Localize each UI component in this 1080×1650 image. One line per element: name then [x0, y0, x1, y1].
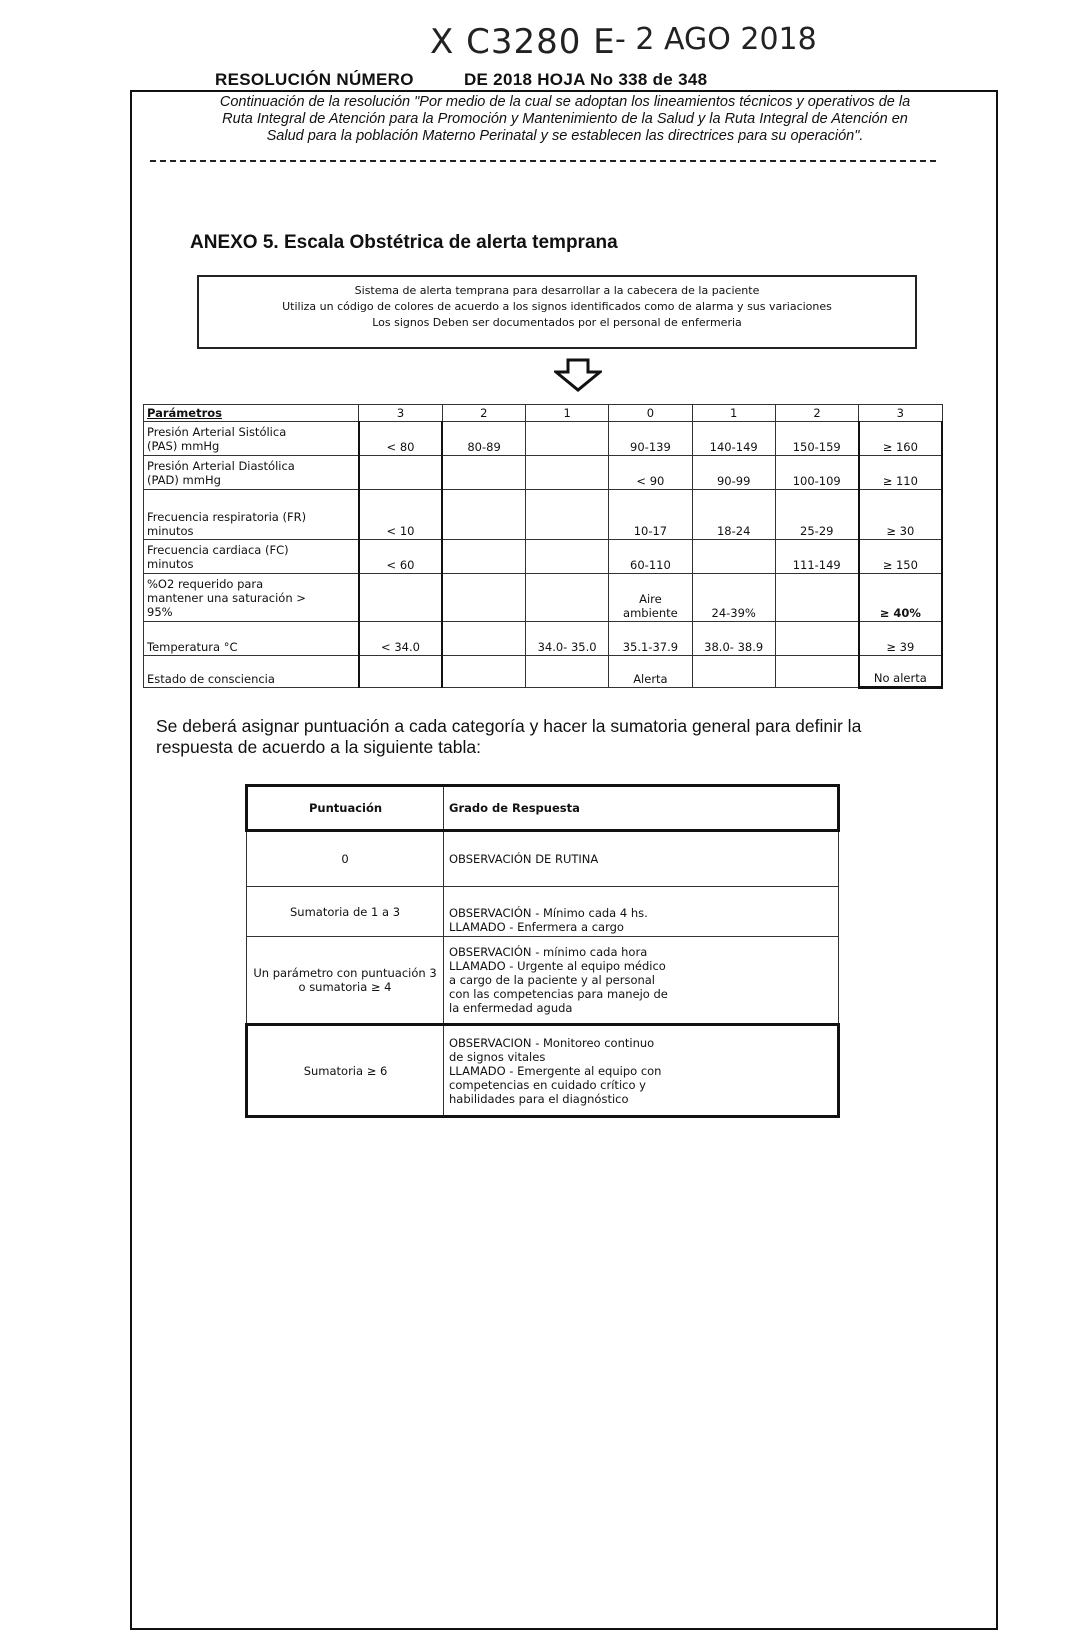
cell-score-1 — [525, 574, 608, 622]
table-row — [144, 456, 943, 490]
cell-score-3: ≥ 30 — [859, 490, 942, 540]
parameter-name: Temperatura °C — [144, 622, 359, 656]
table-row — [247, 831, 839, 887]
continuation-line: Salud para la población Materno Perinatal y se establecen las directrices para su operación". — [266, 128, 864, 144]
cell-score-2: 25-29 — [775, 490, 858, 540]
header-score: 2 — [442, 405, 525, 422]
cell-score-1 — [525, 456, 608, 490]
cell-score-2 — [775, 656, 858, 688]
cell-score-2 — [442, 490, 525, 540]
header-score: 1 — [525, 405, 608, 422]
alert-box-line: Utiliza un código de colores de acuerdo a los signos identificados como de alarma y sus variaciones — [282, 300, 832, 313]
score-cell: Sumatoria de 1 a 3 — [247, 887, 444, 937]
cell-score-0: 90-139 — [609, 422, 692, 456]
parameter-name: Presión Arterial Diastólica (PAD) mmHg — [144, 456, 359, 490]
parameters-table — [143, 404, 943, 689]
cell-score-3: < 34.0 — [359, 622, 442, 656]
parameters-header-row — [144, 405, 943, 422]
alert-box-line: Sistema de alerta temprana para desarrollar a la cabecera de la paciente — [354, 284, 760, 297]
parameter-name: Estado de consciencia — [144, 656, 359, 688]
cell-score-2 — [442, 456, 525, 490]
cell-score-3 — [359, 456, 442, 490]
cell-score-2 — [775, 574, 858, 622]
score-cell: 0 — [247, 831, 444, 887]
continuation-line: Ruta Integral de Atención para la Promoción y Mantenimiento de la Salud y la Ruta Integral de Atención en — [222, 111, 908, 127]
page-header: RESOLUCIÓN NÚMERO DE 2018 HOJA No 338 de 348 — [215, 70, 708, 89]
cell-score-1: 38.0- 38.9 — [692, 622, 775, 656]
cell-score-2: 80-89 — [442, 422, 525, 456]
cell-score-3 — [359, 574, 442, 622]
cell-score-3 — [359, 656, 442, 688]
down-arrow-icon — [554, 358, 602, 392]
table-row — [144, 490, 943, 540]
cell-score-2: 150-159 — [775, 422, 858, 456]
cell-score-1 — [525, 490, 608, 540]
cell-score-1 — [692, 540, 775, 574]
header-response: Grado de Respuesta — [444, 786, 839, 831]
divider — [150, 160, 936, 162]
alert-box-line: Los signos Deben ser documentados por el personal de enfermeria — [372, 316, 742, 329]
table-row — [144, 540, 943, 574]
cell-score-1: 90-99 — [692, 456, 775, 490]
cell-score-2: 100-109 — [775, 456, 858, 490]
header-score: 1 — [692, 405, 775, 422]
cell-score-3: ≥ 150 — [859, 540, 942, 574]
annex-title: ANEXO 5. Escala Obstétrica de alerta temprana — [190, 232, 618, 253]
response-cell: OBSERVACIÓN - Mínimo cada 4 hs. LLAMADO - Enfermera a cargo — [444, 887, 839, 937]
continuation-text — [150, 94, 980, 145]
table-row — [247, 1025, 839, 1117]
cell-score-1 — [692, 656, 775, 688]
response-cell: OBSERVACIÓN - mínimo cada hora LLAMADO - Urgente al equipo médico a cargo de la paciente y al personal con las competencias para manejo de la enfermedad aguda — [444, 937, 839, 1025]
table-row — [247, 887, 839, 937]
cell-score-3: ≥ 40% — [859, 574, 942, 622]
date-stamp: - 2 AGO 2018 — [615, 22, 817, 57]
cell-score-2 — [442, 656, 525, 688]
cell-score-3: < 80 — [359, 422, 442, 456]
cell-score-3: ≥ 160 — [859, 422, 942, 456]
cell-score-1: 24-39% — [692, 574, 775, 622]
header-parameters: Parámetros — [144, 405, 359, 422]
response-header-row — [247, 786, 839, 831]
alert-system-box — [197, 275, 917, 349]
cell-score-2 — [442, 540, 525, 574]
cell-score-3: < 60 — [359, 540, 442, 574]
cell-score-0: 60-110 — [609, 540, 692, 574]
parameter-name: Frecuencia cardiaca (FC) minutos — [144, 540, 359, 574]
cell-score-0: < 90 — [609, 456, 692, 490]
response-cell: OBSERVACION - Monitoreo continuo de signos vitales LLAMADO - Emergente al equipo con competencias en cuidado crítico y habilidades para el diagnóstico — [444, 1025, 839, 1117]
header-score: 3 — [859, 405, 942, 422]
score-cell: Un parámetro con puntuación 3 o sumatoria ≥ 4 — [247, 937, 444, 1025]
cell-score-3: ≥ 110 — [859, 456, 942, 490]
response-cell: OBSERVACIÓN DE RUTINA — [444, 831, 839, 887]
parameter-name: %O2 requerido para mantener una saturación > 95% — [144, 574, 359, 622]
cell-score-1 — [525, 422, 608, 456]
cell-score-3: No alerta — [859, 656, 942, 688]
cell-score-1: 34.0- 35.0 — [525, 622, 608, 656]
parameter-name: Frecuencia respiratoria (FR) minutos — [144, 490, 359, 540]
table-row — [247, 937, 839, 1025]
cell-score-1: 18-24 — [692, 490, 775, 540]
table-row — [144, 622, 943, 656]
header-score: 2 — [775, 405, 858, 422]
continuation-line: Continuación de la resolución "Por medio de la cual se adoptan los lineamientos técnicos y operativos de la — [219, 94, 911, 110]
cell-score-1 — [525, 540, 608, 574]
cell-score-1 — [525, 656, 608, 688]
table-row — [144, 656, 943, 688]
header-score: 3 — [359, 405, 442, 422]
response-table — [245, 784, 840, 1118]
cell-score-3: ≥ 39 — [859, 622, 942, 656]
cell-score-2 — [442, 622, 525, 656]
cell-score-3: < 10 — [359, 490, 442, 540]
cell-score-0: Alerta — [609, 656, 692, 688]
cell-score-1: 140-149 — [692, 422, 775, 456]
parameter-name: Presión Arterial Sistólica (PAS) mmHg — [144, 422, 359, 456]
scoring-instructions: Se deberá asignar puntuación a cada categoría y hacer la sumatoria general para definir la respuesta de acuerdo a la siguiente tabla: — [156, 716, 862, 757]
cell-score-0: Aire ambiente — [609, 574, 692, 622]
cell-score-0: 10-17 — [609, 490, 692, 540]
cell-score-2 — [775, 622, 858, 656]
resolution-number-stamp: X C3280 E — [430, 22, 616, 62]
header-score: 0 — [609, 405, 692, 422]
cell-score-2 — [442, 574, 525, 622]
score-cell: Sumatoria ≥ 6 — [247, 1025, 444, 1117]
cell-score-2: 111-149 — [775, 540, 858, 574]
table-row — [144, 574, 943, 622]
header-score: Puntuación — [247, 786, 444, 831]
table-row — [144, 422, 943, 456]
cell-score-0: 35.1-37.9 — [609, 622, 692, 656]
